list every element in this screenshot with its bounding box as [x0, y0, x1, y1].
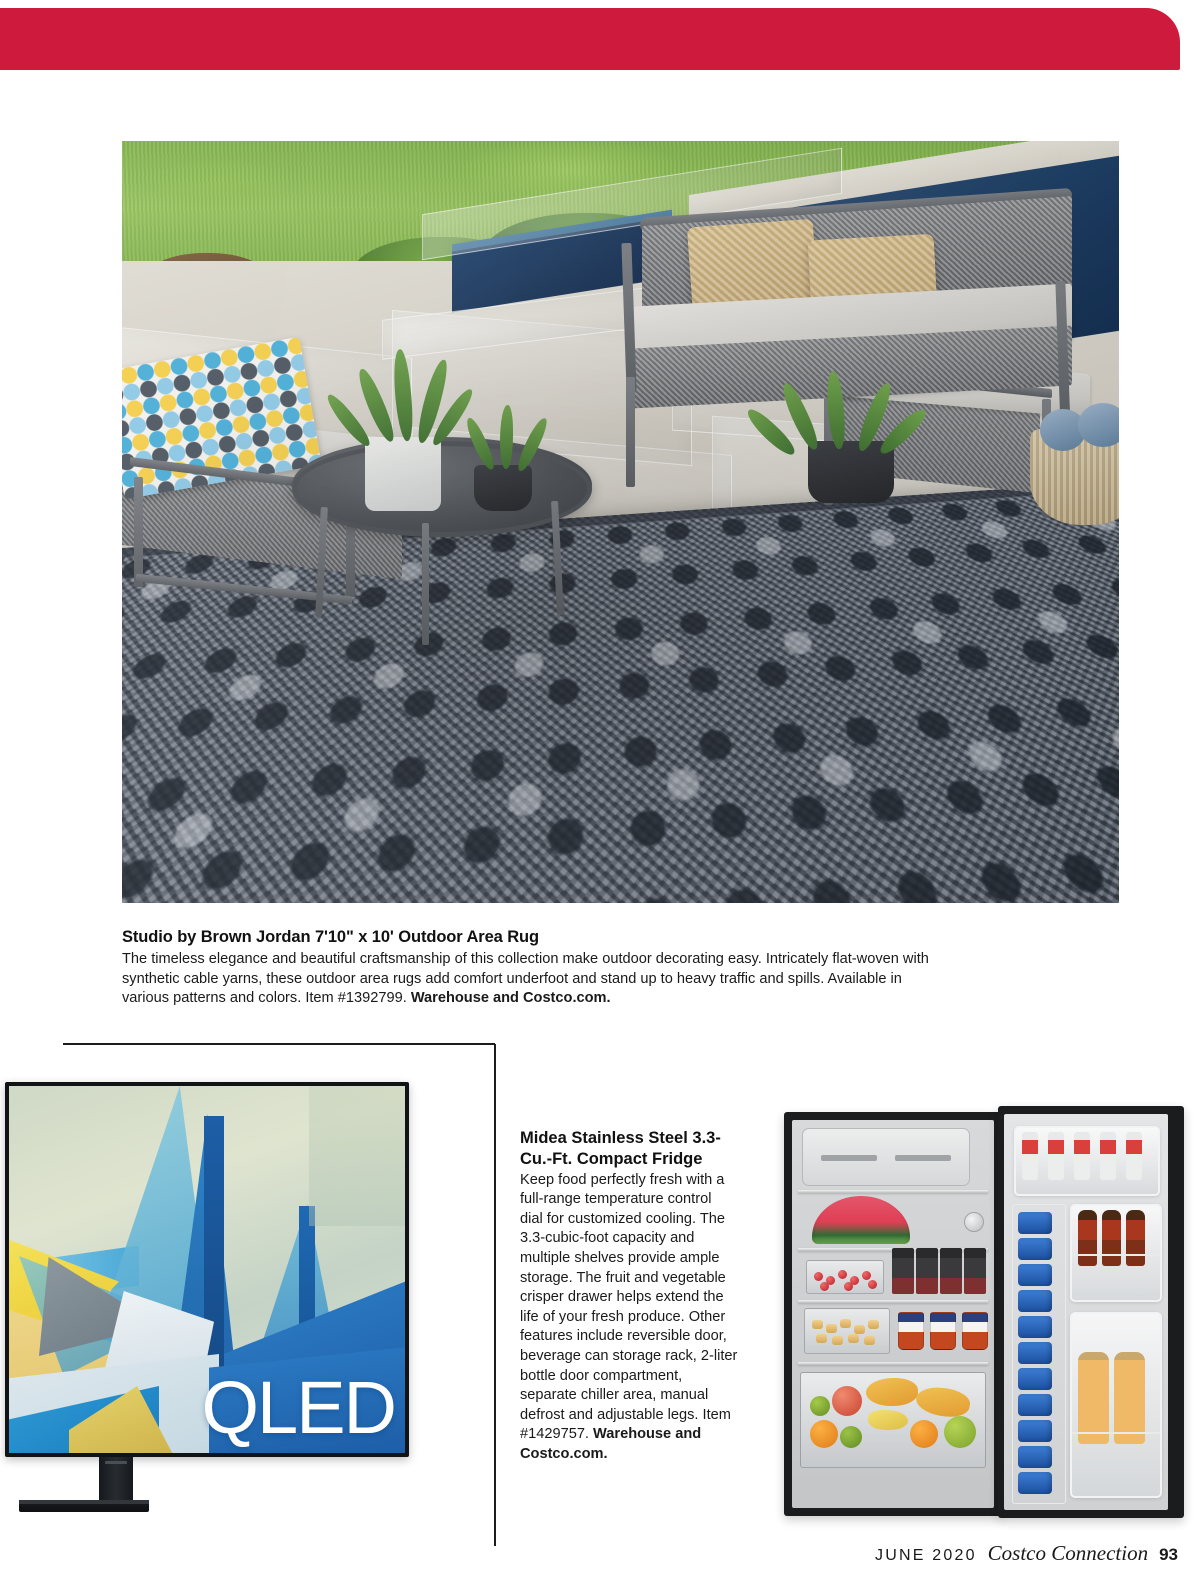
tv-brand-logo [105, 1461, 127, 1464]
orange [910, 1420, 938, 1448]
rug-availability: Warehouse and Costco.com. [410, 990, 611, 1007]
beverage-can [1018, 1264, 1052, 1286]
cherry [820, 1282, 829, 1291]
fridge-door-interior [1004, 1114, 1168, 1510]
rug-description [122, 950, 952, 1009]
cherry [844, 1282, 853, 1291]
fridge-description-text: Keep food perfectly fresh with a full-range temperature control dial for customized cooling. The 3.3-cubic-foot capacity and multiple shelves provide ample storage. The fruit and vegetable crisper drawer helps extend the life of your fresh produce. Other features include reversible door, beverage can storage rack, 2-liter bottle door compartment, separate chiller area, manual defrost and adjustable legs. Item #1429757. [520, 1171, 738, 1443]
cracker [840, 1319, 851, 1328]
bottle-retainer-wire [1072, 1254, 1160, 1256]
green-apple [944, 1416, 976, 1448]
rug-description-text: The timeless elegance and beautiful craftsmanship of this collection make outdoor decorating easy. Intricately flat-woven with synthetic cable yarns, these outdoor area rugs add comfort underfoot and stand up to heavy traffic and spills. Available in various patterns and colors. Item #1392799. [122, 951, 929, 1007]
cracker [826, 1324, 837, 1333]
freezer-vent [821, 1155, 877, 1161]
fridge-title: Midea Stainless Steel 3.3-Cu.-Ft. Compact Fridge [520, 1129, 721, 1168]
rug-title: Studio by Brown Jordan 7'10" x 10' Outdoor Area Rug [122, 928, 540, 946]
apple [832, 1386, 862, 1416]
horizontal-divider [63, 1043, 495, 1045]
cracker [868, 1320, 879, 1329]
bottle-retainer-wire [1072, 1432, 1160, 1434]
soda-bottle [1126, 1210, 1145, 1266]
rug-product-photo [122, 141, 1119, 903]
cracker [864, 1336, 875, 1345]
fridge-cabinet [784, 1112, 1002, 1516]
mango [866, 1378, 918, 1406]
beverage-can [1018, 1368, 1052, 1390]
soda-bottle [1078, 1210, 1097, 1266]
beverage-can [1018, 1420, 1052, 1442]
jam-jar [930, 1312, 956, 1350]
cracker [816, 1334, 827, 1343]
jam-jar [898, 1312, 924, 1350]
beverage-can [1018, 1290, 1052, 1312]
food-can [916, 1248, 938, 1294]
fridge-interior [792, 1120, 994, 1508]
footer-page-number: 93 [1159, 1545, 1178, 1564]
cherry [838, 1270, 847, 1279]
temperature-control-dial[interactable] [964, 1212, 984, 1232]
watermelon-slice [812, 1196, 910, 1244]
soda-can [1074, 1132, 1090, 1180]
qled-logo: QLED [201, 1366, 395, 1449]
food-can [892, 1248, 914, 1294]
orange [810, 1420, 838, 1448]
soda-can [1100, 1132, 1116, 1180]
prism-shard [309, 1086, 405, 1226]
fridge-shelf [798, 1190, 988, 1193]
cherry [868, 1280, 877, 1289]
jam-jar [962, 1312, 988, 1350]
juice-bottle [1114, 1352, 1145, 1444]
soda-can [1022, 1132, 1038, 1180]
footer-magazine-title: Costco Connection [987, 1541, 1149, 1565]
top-red-banner [0, 8, 1180, 70]
freezer-compartment [802, 1128, 970, 1186]
fridge-shelf [798, 1300, 988, 1303]
footer-date: JUNE 2020 [875, 1547, 977, 1564]
food-can [940, 1248, 962, 1294]
page-footer [875, 1541, 1178, 1566]
cherry [814, 1272, 823, 1281]
cherry [862, 1271, 871, 1280]
juice-bottle [1078, 1352, 1109, 1444]
beverage-can [1018, 1212, 1052, 1234]
beverage-can [1018, 1342, 1052, 1364]
cracker [812, 1320, 823, 1329]
cracker [848, 1334, 859, 1343]
tv-screen [9, 1086, 405, 1453]
fridge-product-photo [762, 1098, 1192, 1526]
fridge-shelf [798, 1362, 988, 1365]
photo-lighting-overlay [122, 141, 1119, 903]
beverage-can [1018, 1394, 1052, 1416]
lime [810, 1396, 830, 1416]
tv-product-photo [5, 1082, 409, 1552]
cracker [854, 1325, 865, 1334]
vertical-divider [494, 1044, 496, 1546]
food-can [964, 1248, 986, 1294]
soda-can [1048, 1132, 1064, 1180]
beverage-can [1018, 1472, 1052, 1494]
beverage-can [1018, 1446, 1052, 1468]
tv-bezel [5, 1082, 409, 1457]
rug-caption-block [122, 928, 952, 1009]
banana [868, 1410, 908, 1430]
fridge-caption-block [520, 1128, 738, 1465]
soda-can [1126, 1132, 1142, 1180]
cracker-container [804, 1308, 890, 1354]
freezer-vent [895, 1155, 951, 1161]
cracker [832, 1336, 843, 1345]
soda-bottle [1102, 1210, 1121, 1266]
fridge-availability: Warehouse and Costco.com. [520, 1426, 702, 1462]
beverage-can [1018, 1316, 1052, 1338]
beverage-can [1018, 1238, 1052, 1260]
lime [840, 1426, 862, 1448]
tv-stand-base-highlight [19, 1500, 149, 1504]
fridge-door[interactable] [998, 1106, 1184, 1518]
